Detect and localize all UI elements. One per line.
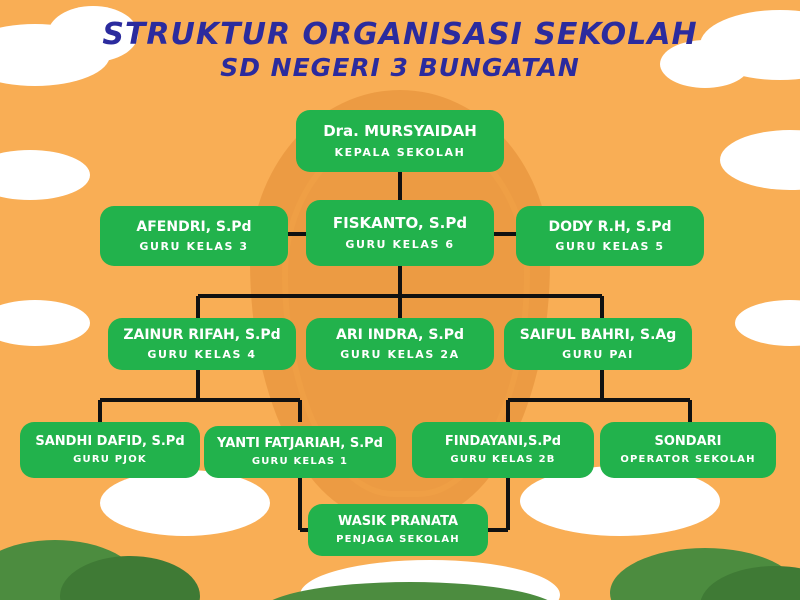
node-guru-kelas-6[interactable]: [306, 200, 494, 266]
node-name: YANTI FATJARIAH, S.Pd: [217, 435, 383, 451]
node-guru-pai[interactable]: [504, 318, 692, 370]
node-operator-sekolah[interactable]: [600, 422, 776, 478]
node-role: GURU KELAS 1: [251, 456, 349, 468]
title-line-1: STRUKTUR ORGANISASI SEKOLAH: [102, 17, 698, 52]
node-role: GURU KELAS 5: [555, 240, 665, 254]
node-name: DODY R.H, S.Pd: [548, 218, 672, 235]
node-guru-kelas-1[interactable]: [204, 426, 396, 478]
node-name: Dra. MURSYAIDAH: [323, 122, 477, 141]
node-role: GURU KELAS 6: [345, 237, 455, 251]
node-penjaga-sekolah[interactable]: [308, 504, 488, 556]
node-kepala-sekolah[interactable]: [296, 110, 504, 172]
node-role: PENJAGA SEKOLAH: [336, 534, 460, 546]
node-name: WASIK PRANATA: [337, 513, 459, 529]
node-name: AFENDRI, S.Pd: [136, 218, 252, 235]
node-guru-kelas-5[interactable]: [516, 206, 704, 266]
node-guru-kelas-4[interactable]: [108, 318, 296, 370]
node-name: SONDARI: [654, 433, 722, 449]
node-role: OPERATOR SEKOLAH: [620, 454, 756, 466]
node-name: ZAINUR RIFAH, S.Pd: [123, 326, 281, 343]
node-name: SAIFUL BAHRI, S.Ag: [519, 326, 677, 343]
node-name: FISKANTO, S.Pd: [332, 214, 468, 233]
node-role: GURU PJOK: [73, 454, 147, 466]
node-role: GURU PAI: [562, 348, 634, 362]
page-title: [0, 18, 800, 83]
node-guru-pjok[interactable]: [20, 422, 200, 478]
node-name: FINDAYANI,S.Pd: [444, 433, 562, 449]
node-role: GURU KELAS 2B: [450, 454, 556, 466]
node-name: ARI INDRA, S.Pd: [336, 326, 464, 343]
node-role: GURU KELAS 2A: [340, 348, 460, 362]
node-guru-kelas-2a[interactable]: [306, 318, 494, 370]
node-guru-kelas-2b[interactable]: [412, 422, 594, 478]
node-role: GURU KELAS 3: [139, 240, 249, 254]
node-name: SANDHI DAFID, S.Pd: [35, 433, 185, 449]
title-line-2: SD NEGERI 3 BUNGATAN: [220, 53, 580, 82]
node-role: GURU KELAS 4: [147, 348, 257, 362]
node-role: KEPALA SEKOLAH: [334, 145, 466, 159]
node-guru-kelas-3[interactable]: [100, 206, 288, 266]
